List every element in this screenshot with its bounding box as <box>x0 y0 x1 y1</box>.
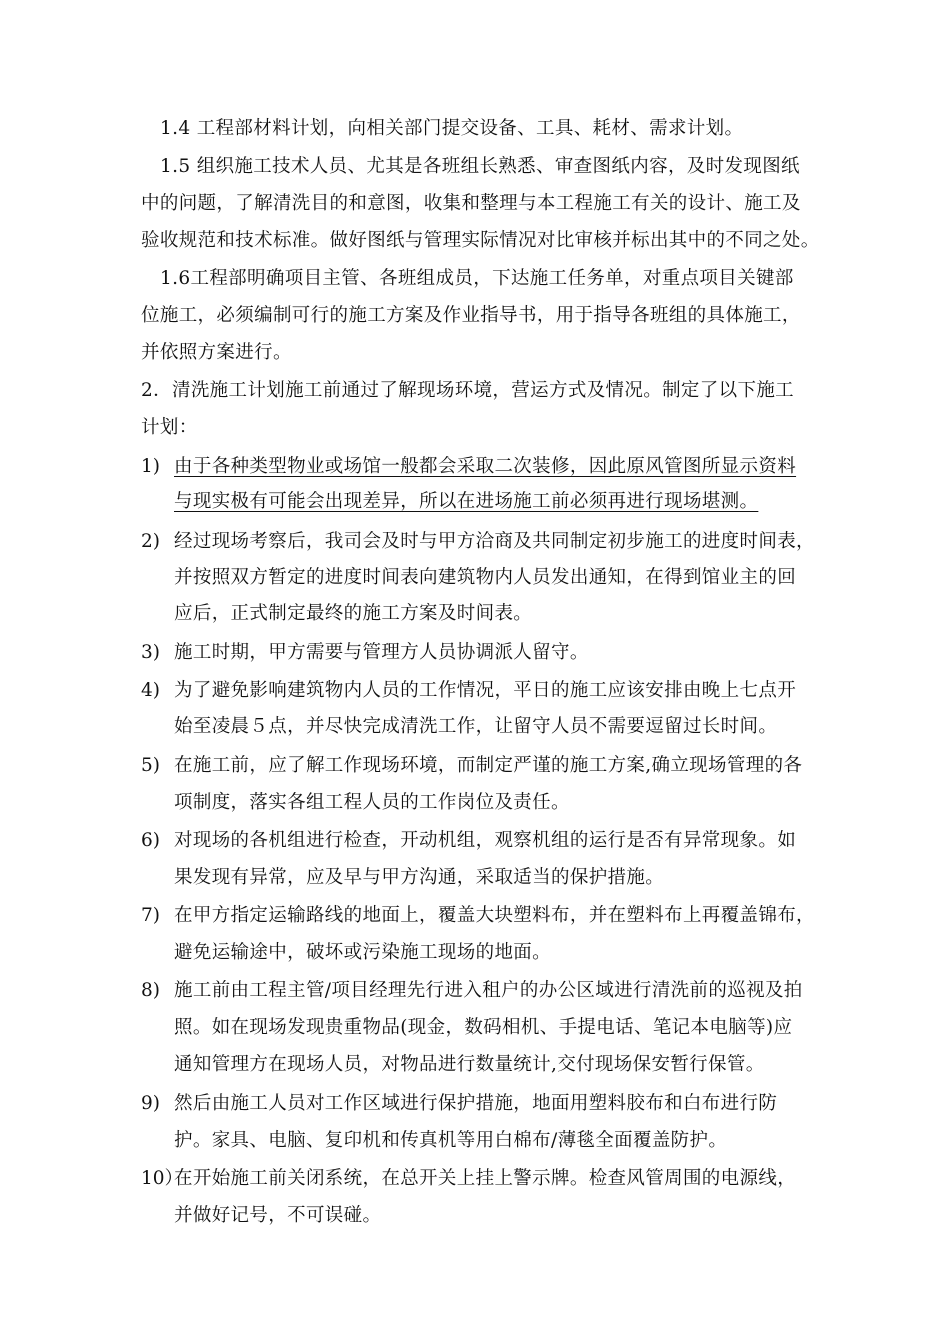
list-item-number: 3) <box>141 642 160 663</box>
list-item-8-line-1: 施工前由工程主管/项目经理先行进入租户的办公区域进行清洗前的巡视及拍 <box>174 980 803 1001</box>
list-item-number: 2) <box>141 531 160 552</box>
list-item-7-line-2: 避免运输途中，破坏或污染施工现场的地面。 <box>174 942 552 963</box>
list-item-2-line-1: 经过现场考察后，我司会及时与甲方洽商及共同制定初步施工的进度时间表， <box>174 531 815 552</box>
list-item-2-line-3: 应后，正式制定最终的施工方案及时间表。 <box>174 603 533 624</box>
list-item-3-line-1: 施工时期，甲方需要与管理方人员协调派人留守。 <box>174 642 589 663</box>
list-item-number: 10） <box>141 1168 184 1189</box>
list-item-4-line-2: 始至凌晨５点，并尽快完成清洗工作，让留守人员不需要逗留过长时间。 <box>174 716 778 737</box>
list-item-2-line-2: 并按照双方暂定的进度时间表向建筑物内人员发出通知，在得到馆业主的回 <box>174 567 797 588</box>
paragraph-1-6-line-3: 并依照方案进行。 <box>141 342 292 363</box>
paragraph-1-5-line-1: 1.5 组织施工技术人员、尤其是各班组长熟悉、审查图纸内容，及时发现图纸 <box>160 156 800 177</box>
list-item-10-line-1: 在开始施工前关闭系统，在总开关上挂上警示牌。检查风管周围的电源线， <box>174 1168 797 1189</box>
section-2-heading-line-2: 计划： <box>141 417 198 438</box>
paragraph-1-6-line-1: 1.6工程部明确项目主管、各班组成员，下达施工任务单，对重点项目关键部 <box>160 268 794 289</box>
list-item-number: 5) <box>141 755 160 776</box>
list-item-9-line-2: 护。家具、电脑、复印机和传真机等用白棉布/薄毯全面覆盖防护。 <box>174 1130 728 1151</box>
list-item-6-line-1: 对现场的各机组进行检查，开动机组，观察机组的运行是否有异常现象。如 <box>174 830 797 851</box>
list-item-5-line-2: 项制度，落实各组工程人员的工作岗位及责任。 <box>174 792 570 813</box>
list-item-6-line-2: 果发现有异常，应及早与甲方沟通，采取适当的保护措施。 <box>174 867 665 888</box>
list-item-number: 1) <box>141 456 160 477</box>
list-item-number: 9) <box>141 1093 160 1114</box>
list-item-1-line-2: 与现实极有可能会出现差异，所以在进场施工前必须再进行现场堪测。 <box>174 491 759 512</box>
list-item-8-line-2: 照。如在现场发现贵重物品(现金，数码相机、手提电话、笔记本电脑等)应 <box>174 1017 793 1038</box>
list-item-10-line-2: 并做好记号，不可误碰。 <box>174 1205 382 1226</box>
list-item-number: 7) <box>141 905 160 926</box>
paragraph-1-6-line-2: 位施工，必须编制可行的施工方案及作业指导书，用于指导各班组的具体施工， <box>141 305 801 326</box>
list-item-number: 8) <box>141 980 160 1001</box>
list-item-8-line-3: 通知管理方在现场人员，对物品进行数量统计,交付现场保安暂行保管。 <box>174 1054 765 1075</box>
list-item-number: 6) <box>141 830 160 851</box>
list-item-9-line-1: 然后由施工人员对工作区域进行保护措施，地面用塑料胶布和白布进行防 <box>174 1093 778 1114</box>
paragraph-1-5-line-2: 中的问题，了解清洗目的和意图，收集和整理与本工程施工有关的设计、施工及 <box>141 193 801 214</box>
list-item-4-line-1: 为了避免影响建筑物内人员的工作情况，平日的施工应该安排由晚上七点开 <box>174 680 797 701</box>
list-item-7-line-1: 在甲方指定运输路线的地面上，覆盖大块塑料布，并在塑料布上再覆盖锦布， <box>174 905 815 926</box>
list-item-1-line-1: 由于各种类型物业或场馆一般都会采取二次装修，因此原风管图所显示资料 <box>174 456 797 477</box>
paragraph-1-4: 1.4 工程部材料计划，向相关部门提交设备、工具、耗材、需求计划。 <box>160 118 744 139</box>
list-item-number: 4) <box>141 680 160 701</box>
section-2-heading-line-1: 2．清洗施工计划施工前通过了解现场环境，营运方式及情况。制定了以下施工 <box>141 380 795 401</box>
list-item-5-line-1: 在施工前，应了解工作现场环境，而制定严谨的施工方案,确立现场管理的各 <box>174 755 803 776</box>
paragraph-1-5-line-3: 验收规范和技术标准。做好图纸与管理实际情况对比审核并标出其中的不同之处。 <box>141 230 820 251</box>
